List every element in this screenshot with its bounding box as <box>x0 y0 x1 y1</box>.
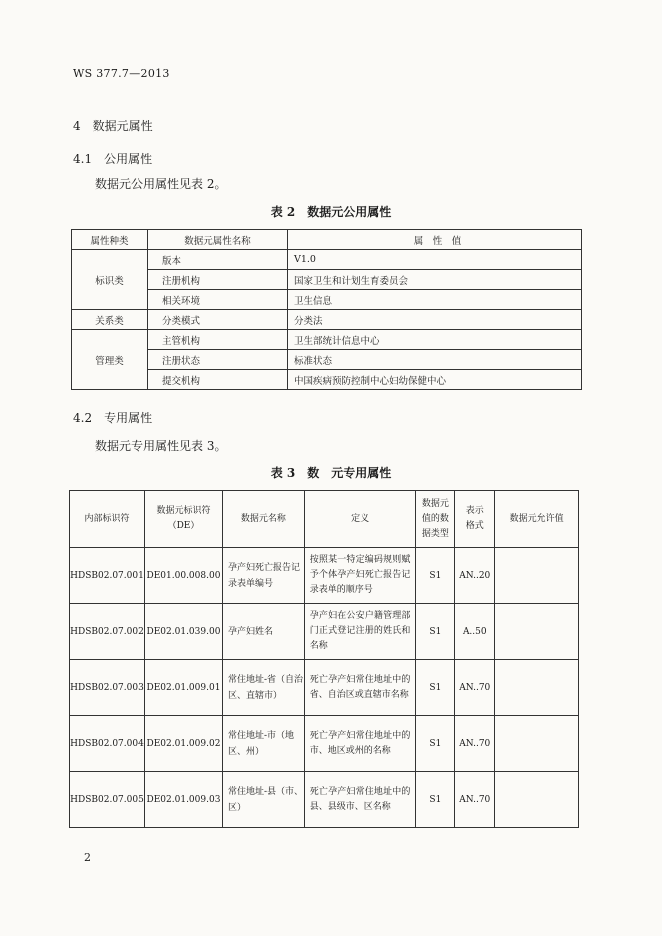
attribute-name-cell: 版本 <box>148 250 288 270</box>
header-cell <box>222 491 304 548</box>
definition-cell: 死亡孕产妇常住地址中的市、地区或州的名称 <box>304 716 416 772</box>
internal-id-cell: HDSB02.07.002 <box>70 604 145 660</box>
section-4-1-paragraph: 数据元公用属性见表 2。 <box>95 177 227 191</box>
table-row <box>70 548 579 604</box>
table-2-caption: 表 2 数据元公用属性 <box>270 205 392 219</box>
page-number: 2 <box>84 851 91 864</box>
table-row <box>70 604 579 660</box>
header-cell <box>70 491 145 548</box>
specific-attributes-table <box>69 490 579 828</box>
category-cell: 标识类 <box>72 250 148 310</box>
table-row <box>72 350 582 370</box>
attribute-name-cell: 分类模式 <box>148 310 288 330</box>
data-type-cell: S1 <box>416 604 455 660</box>
internal-id-cell: HDSB02.07.001 <box>70 548 145 604</box>
data-type-cell: S1 <box>416 716 455 772</box>
category-cell: 关系类 <box>72 310 148 330</box>
attribute-value-cell: 卫生信息 <box>288 290 582 310</box>
section-4-1-heading: 4.1 公用属性 <box>73 152 153 166</box>
allowed-values-cell <box>495 548 579 604</box>
de-id-cell: DE02.01.009.03 <box>144 772 222 828</box>
definition-cell: 死亡孕产妇常住地址中的省、自治区或直辖市名称 <box>304 660 416 716</box>
allowed-values-cell <box>495 716 579 772</box>
section-4-2-paragraph: 数据元专用属性见表 3。 <box>95 439 227 453</box>
de-id-cell: DE02.01.009.01 <box>144 660 222 716</box>
header-text: 定义 <box>351 513 370 524</box>
allowed-values-cell <box>495 604 579 660</box>
standard-header: WS 377.7—2013 <box>73 67 170 80</box>
header-cell <box>455 491 495 548</box>
table-header-row <box>72 230 582 250</box>
data-type-cell: S1 <box>416 660 455 716</box>
attribute-name-cell: 提交机构 <box>148 370 288 390</box>
format-cell: A..50 <box>455 604 495 660</box>
section-4-heading: 4 数据元属性 <box>73 119 153 133</box>
table-row <box>72 310 582 330</box>
element-name-cell: 常住地址-省（自治区、直辖市） <box>222 660 304 716</box>
header-text: 数据元 值的数 据类型 <box>421 498 449 539</box>
attribute-name-cell: 主管机构 <box>148 330 288 350</box>
header-text: 数据元允许值 <box>509 513 564 524</box>
header-text: 数据元名称 <box>240 513 286 524</box>
data-type-cell: S1 <box>416 772 455 828</box>
allowed-values-cell <box>495 772 579 828</box>
attribute-name-cell: 注册机构 <box>148 270 288 290</box>
table-3-caption: 表 3 数 元专用属性 <box>270 466 392 480</box>
category-cell: 管理类 <box>72 330 148 390</box>
header-cell <box>416 491 455 548</box>
definition-cell: 孕产妇在公安户籍管理部门正式登记注册的姓氏和名称 <box>304 604 416 660</box>
header-cell: 属 性 值 <box>288 230 582 250</box>
element-name-cell: 孕产妇死亡报告记录表单编号 <box>222 548 304 604</box>
element-name-cell: 孕产妇姓名 <box>222 604 304 660</box>
data-type-cell: S1 <box>416 548 455 604</box>
de-id-cell: DE02.01.009.02 <box>144 716 222 772</box>
format-cell: AN..70 <box>455 660 495 716</box>
attribute-name-cell: 相关环境 <box>148 290 288 310</box>
header-text: 内部标识符 <box>84 513 130 524</box>
definition-cell: 按照某一特定编码规则赋予个体孕产妇死亡报告记录表单的顺序号 <box>304 548 416 604</box>
table-row <box>72 330 582 350</box>
attribute-value-cell: 卫生部统计信息中心 <box>288 330 582 350</box>
header-text: 数据元标识符 （DE） <box>156 506 211 531</box>
internal-id-cell: HDSB02.07.003 <box>70 660 145 716</box>
de-id-cell: DE02.01.039.00 <box>144 604 222 660</box>
format-cell: AN..70 <box>455 716 495 772</box>
header-cell: 属性种类 <box>72 230 148 250</box>
attribute-value-cell: V1.0 <box>288 250 582 270</box>
attribute-value-cell: 标准状态 <box>288 350 582 370</box>
header-text: 表示 格式 <box>465 506 484 531</box>
definition-cell: 死亡孕产妇常住地址中的县、县级市、区名称 <box>304 772 416 828</box>
attribute-value-cell: 国家卫生和计划生育委员会 <box>288 270 582 290</box>
section-4-2-heading: 4.2 专用属性 <box>73 411 153 425</box>
format-cell: AN..20 <box>455 548 495 604</box>
table-row <box>70 772 579 828</box>
table-row <box>70 660 579 716</box>
header-cell <box>144 491 222 548</box>
de-id-cell: DE01.00.008.00 <box>144 548 222 604</box>
table-row <box>72 250 582 270</box>
table-row <box>72 370 582 390</box>
table-row <box>70 716 579 772</box>
table-row <box>72 290 582 310</box>
internal-id-cell: HDSB02.07.004 <box>70 716 145 772</box>
element-name-cell: 常住地址-县（市、区） <box>222 772 304 828</box>
common-attributes-table <box>71 229 582 390</box>
attribute-name-cell: 注册状态 <box>148 350 288 370</box>
table-row <box>72 270 582 290</box>
header-cell <box>495 491 579 548</box>
header-cell <box>304 491 416 548</box>
table-header-row <box>70 491 579 548</box>
header-cell: 数据元属性名称 <box>148 230 288 250</box>
internal-id-cell: HDSB02.07.005 <box>70 772 145 828</box>
attribute-value-cell: 分类法 <box>288 310 582 330</box>
format-cell: AN..70 <box>455 772 495 828</box>
allowed-values-cell <box>495 660 579 716</box>
element-name-cell: 常住地址-市（地区、州） <box>222 716 304 772</box>
attribute-value-cell: 中国疾病预防控制中心妇幼保健中心 <box>288 370 582 390</box>
